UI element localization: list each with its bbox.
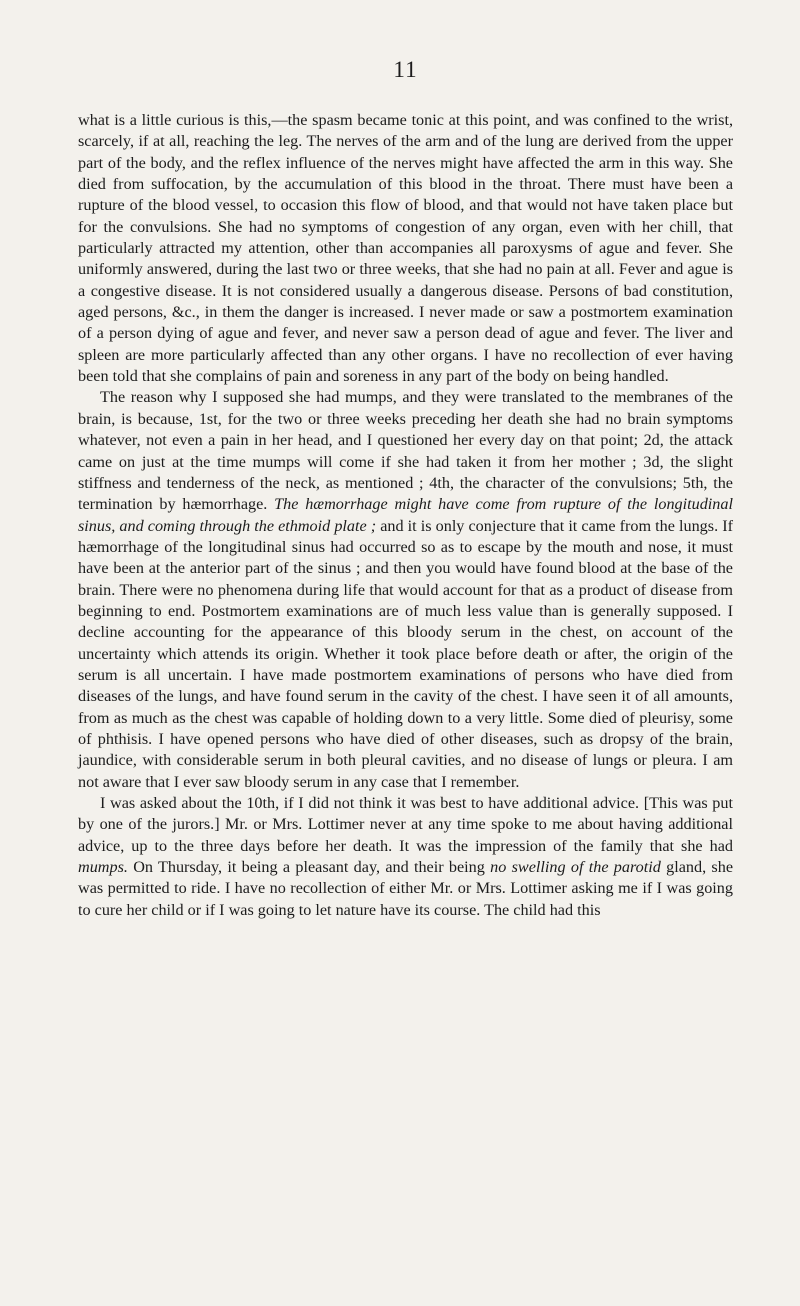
text-segment: gland, she was permitted to ride. I have no recollection of either Mr. or Mrs. Lottimer asking me if I was going to cure her child or if I was going to let nature have its course. The child had this <box>78 858 734 919</box>
paragraph-2 <box>78 387 733 793</box>
paragraph-1 <box>78 110 733 387</box>
text-segment: I was asked about the 10th, if I did not think it was best to have additional advice. [This was put by one of the jurors.] Mr. or Mrs. Lottimer never at any time spoke to me about having additional advice, up to the three days before her death. It was the impression of the family that she had <box>78 794 733 855</box>
italic-segment: no swelling of the parotid <box>490 858 661 877</box>
text-segment: On Thursday, it being a pleasant day, and their being <box>127 858 491 877</box>
italic-segment: The hæmorrhage might have come from rupture of the longitudinal sinus, and coming through the ethmoid plate ; <box>78 495 733 535</box>
paragraph-3 <box>78 793 733 921</box>
text-segment: what is a little curious is this,—the spasm became tonic at this point, and was confined to the wrist, scarcely, if at all, reaching the leg. The nerves of the arm and of the lung are derived from the upper part of the body, and the reflex influence of the nerves might have affected the arm in this way. She died from suffocation, by the accumulation of this blood in the throat. There must have been a rupture of the blood vessel, to occasion this flow of blood, and that would not have taken place but for the convulsions. She had no symptoms of congestion of any organ, even with her chill, that particularly attracted my attention, other than accompanies all paroxysms of ague and fever. She uniformly answered, during the last two or three weeks, that she had no pain at all. Fever and ague is a congestive disease. It is not considered usually a dangerous disease. Persons of bad constitution, aged persons, &c., in them the danger is increased. I never made or saw a postmortem examination of a person dying of ague and fever, and never saw a person dead of ague and fever. The liver and spleen are more particularly affected than any other organs. I have no recollection of ever having been told that she complains of pain and soreness in any part of the body on being handled. <box>78 111 733 386</box>
italic-segment: mumps. <box>78 858 128 877</box>
page-number: 11 <box>393 57 418 82</box>
text-segment: and it is only conjecture that it came from the lungs. If hæmorrhage of the longitudinal sinus had occurred so as to escape by the mouth and nose, it must have been at the anterior part of the sinus ; and then you would have found blood at the base of the brain. There were no phenomena during life that would account for that as a product of disease from beginning to end. Postmortem examinations are of much less value than is generally supposed. I decline accounting for the appearance of this bloody serum in the chest, on account of the uncertainty which attends its origin. Whether it took place before death or after, the origin of the serum is all uncertain. I have made postmortem examinations of persons who have died from diseases of the lungs, and have found serum in the cavity of the chest. I have seen it of all amounts, from as much as the chest was capable of holding down to a very little. Some died of pleurisy, some of phthisis. I have opened persons who have died of other diseases, such as dropsy of the brain, jaundice, with considerable serum in both pleural cavities, and no disease of lungs or pleura. I am not aware that I ever saw bloody serum in any case that I remember. <box>78 516 733 791</box>
text-segment: The reason why I supposed she had mumps, and they were translated to the membranes of the brain, is because, 1st, for the two or three weeks preceding her death she had no brain symptoms whatever, not even a pain in her head, and I questioned her every day on that point; 2d, the attack came on just at the time mumps will come if she had taken it from her mother ; 3d, the slight stiffness and tenderness of the neck, as mentioned ; 4th, the character of the convulsions; 5th, the termination by hæmorrhage. <box>78 388 733 514</box>
body-text <box>78 110 733 921</box>
